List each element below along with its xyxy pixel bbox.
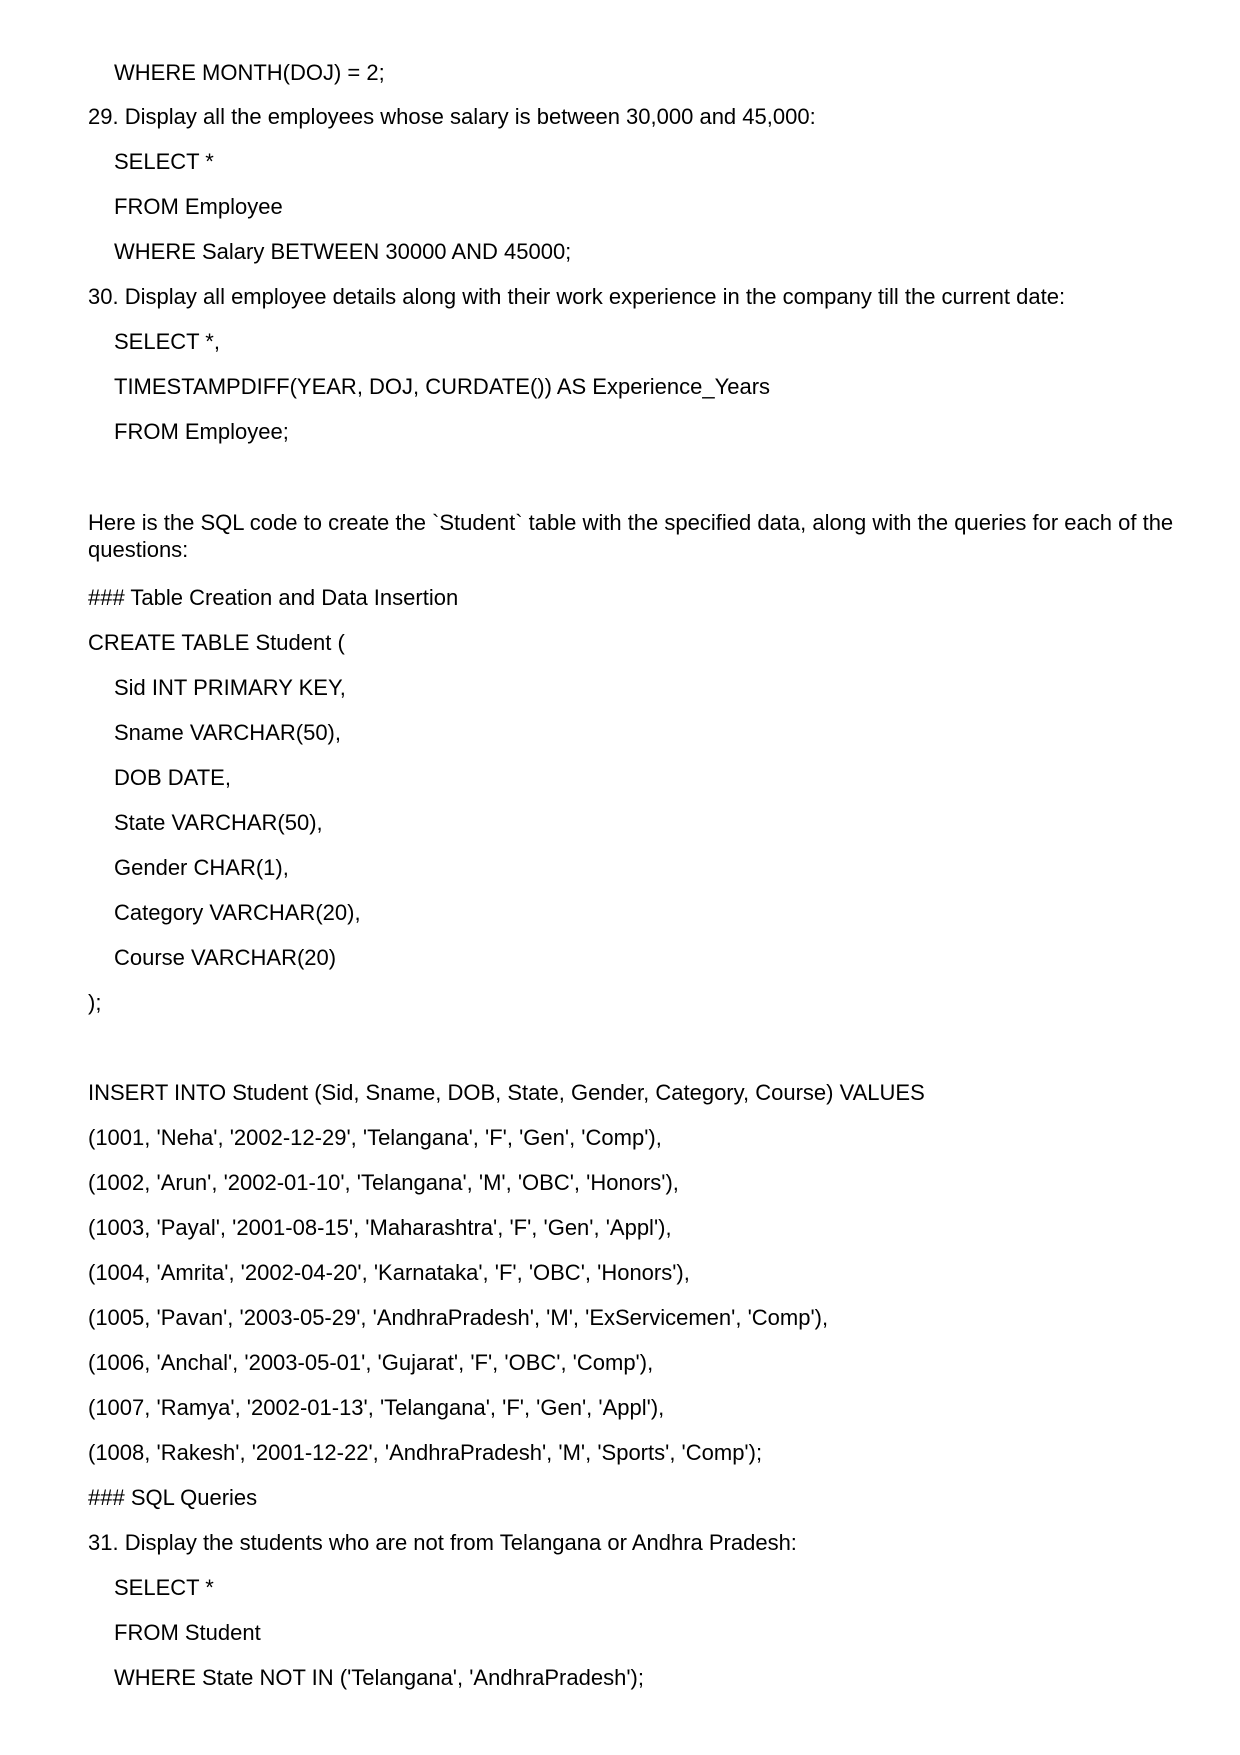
column-definition: Course VARCHAR(20) bbox=[114, 945, 337, 970]
sql-line: WHERE MONTH(DOJ) = 2; bbox=[114, 60, 385, 85]
sql-line: TIMESTAMPDIFF(YEAR, DOJ, CURDATE()) AS Experience_Years bbox=[114, 374, 771, 399]
column-definition: DOB DATE, bbox=[114, 765, 231, 790]
insert-row: (1004, 'Amrita', '2002-04-20', 'Karnataka', 'F', 'OBC', 'Honors'), bbox=[88, 1260, 690, 1285]
insert-header: INSERT INTO Student (Sid, Sname, DOB, State, Gender, Category, Course) VALUES bbox=[88, 1080, 925, 1105]
column-definition: Category VARCHAR(20), bbox=[114, 900, 361, 925]
question-29: 29. Display all the employees whose salary is between 30,000 and 45,000: bbox=[88, 104, 816, 129]
insert-row: (1008, 'Rakesh', '2001-12-22', 'AndhraPradesh', 'M', 'Sports', 'Comp'); bbox=[88, 1440, 763, 1465]
question-30: 30. Display all employee details along with their work experience in the company till the current date: bbox=[88, 284, 1066, 309]
column-definition: Sname VARCHAR(50), bbox=[114, 720, 341, 745]
sql-line: WHERE State NOT IN ('Telangana', 'AndhraPradesh'); bbox=[114, 1665, 644, 1690]
column-definition: State VARCHAR(50), bbox=[114, 810, 323, 835]
section-heading-table-creation: ### Table Creation and Data Insertion bbox=[88, 585, 459, 610]
sql-line: SELECT *, bbox=[114, 329, 220, 354]
create-table-line: CREATE TABLE Student ( bbox=[88, 630, 345, 655]
column-definition: Sid INT PRIMARY KEY, bbox=[114, 675, 346, 700]
sql-line: FROM Employee; bbox=[114, 419, 289, 444]
insert-row: (1007, 'Ramya', '2002-01-13', 'Telangana', 'F', 'Gen', 'Appl'), bbox=[88, 1395, 665, 1420]
section-heading-sql-queries: ### SQL Queries bbox=[88, 1485, 258, 1510]
sql-line: SELECT * bbox=[114, 1575, 214, 1600]
sql-line: SELECT * bbox=[114, 149, 214, 174]
create-table-close: ); bbox=[88, 990, 102, 1015]
insert-row: (1002, 'Arun', '2002-01-10', 'Telangana', 'M', 'OBC', 'Honors'), bbox=[88, 1170, 679, 1195]
insert-row: (1005, 'Pavan', '2003-05-29', 'AndhraPradesh', 'M', 'ExServicemen', 'Comp'), bbox=[88, 1305, 829, 1330]
sql-line: FROM Employee bbox=[114, 194, 283, 219]
insert-row: (1006, 'Anchal', '2003-05-01', 'Gujarat', 'F', 'OBC', 'Comp'), bbox=[88, 1350, 654, 1375]
question-31: 31. Display the students who are not from Telangana or Andhra Pradesh: bbox=[88, 1530, 797, 1555]
column-definition: Gender CHAR(1), bbox=[114, 855, 289, 880]
intro-paragraph: Here is the SQL code to create the `Student` table with the specified data, along with the queries for each of the questions: bbox=[88, 510, 1174, 562]
sql-line: WHERE Salary BETWEEN 30000 AND 45000; bbox=[114, 239, 572, 264]
insert-row: (1001, 'Neha', '2002-12-29', 'Telangana', 'F', 'Gen', 'Comp'), bbox=[88, 1125, 662, 1150]
sql-line: FROM Student bbox=[114, 1620, 261, 1645]
insert-row: (1003, 'Payal', '2001-08-15', 'Maharashtra', 'F', 'Gen', 'Appl'), bbox=[88, 1215, 672, 1240]
